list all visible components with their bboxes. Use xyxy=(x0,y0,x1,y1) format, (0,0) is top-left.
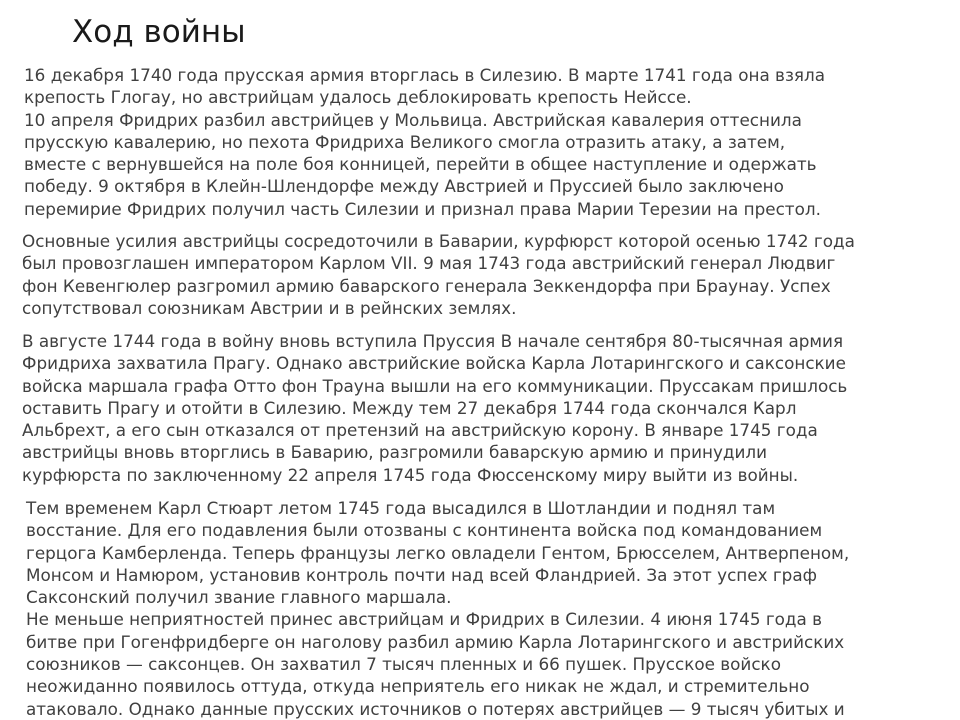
text-line: союзников — саксонцев. Он захватил 7 тысяч пленных и 66 пушек. Прусское войско xyxy=(26,654,781,675)
text-block-2 xyxy=(22,230,855,319)
text-line: фон Кевенгюлер разгромил армию баварского генерала Зеккендорфа при Браунау. Успех xyxy=(22,275,831,296)
text-line: победу. 9 октября в Клейн-Шлендорфе между Австрией и Пруссией было заключено xyxy=(24,176,784,197)
text-line: войска маршала графа Отто фон Трауна вышли на его коммуникации. Пруссакам пришлось xyxy=(22,375,848,396)
text-line: Альбрехт, а его сын отказался от претензий на австрийскую корону. В январе 1745 года xyxy=(22,420,818,441)
text-block-1 xyxy=(24,64,825,220)
text-line: 10 апреля Фридрих разбил австрийцев у Мольвица. Австрийская кавалерия оттеснила xyxy=(24,109,802,130)
text-line: Основные усилия австрийцы сосредоточили в Баварии, курфюрст которой осенью 1742 года xyxy=(22,231,855,251)
text-line: австрийцы вновь вторглись в Баварию, разгромили баварскую армию и принудили xyxy=(22,442,768,463)
slide-title: Ход войны xyxy=(72,14,246,50)
text-line: сопутствовал союзникам Австрии и в рейнских землях. xyxy=(22,297,517,318)
text-line: 16 декабря 1740 года прусская армия вторглась в Силезию. В марте 1741 года она взяла xyxy=(24,65,825,85)
text-line: атаковало. Однако данные прусских источников о потерях австрийцев — 9 тысяч убитых и xyxy=(26,698,845,719)
text-line: был провозглашен императором Карлом VII. 9 мая 1743 года австрийский генерал Людвиг xyxy=(22,253,836,274)
text-line: битве при Гогенфридберге он наголову разбил армию Карла Лотарингского и австрийских xyxy=(26,631,845,652)
text-line: В августе 1744 года в войну вновь вступила Пруссия В начале сентября 80-тысячная армия xyxy=(22,331,844,351)
text-line: курфюрста по заключенному 22 апреля 1745 года Фюссенскому миру выйти из войны. xyxy=(22,464,799,485)
text-line: Монсом и Намюром, установив контроль почти над всей Фландрией. За этот успех граф xyxy=(26,564,817,585)
text-line: крепость Глогау, но австрийцам удалось деблокировать крепость Нейссе. xyxy=(24,87,692,108)
text-line: вместе с вернувшейся на поле боя конницей, перейти в общее наступление и одержать xyxy=(24,154,817,175)
text-line: восстание. Для его подавления были отозваны с континента войска под командованием xyxy=(26,520,823,541)
text-line: неожиданно появилось оттуда, откуда неприятель его никак не ждал, и стремительно xyxy=(26,676,810,697)
text-line: Фридриха захватила Прагу. Однако австрийские войска Карла Лотарингского и саксонские xyxy=(22,353,846,374)
text-line: герцога Камберленда. Теперь французы легко овладели Гентом, Брюсселем, Антверпеном, xyxy=(26,542,850,563)
text-line: Саксонский получил звание главного маршала. xyxy=(26,587,452,608)
text-line: оставить Прагу и отойти в Силезию. Между тем 27 декабря 1744 года скончался Карл xyxy=(22,397,797,418)
text-block-4 xyxy=(26,497,849,720)
text-block-3 xyxy=(22,330,847,486)
text-line: Не меньше неприятностей принес австрийцам и Фридрих в Силезии. 4 июня 1745 года в xyxy=(26,609,823,630)
text-line: прусскую кавалерию, но пехота Фридриха Великого смогла отразить атаку, а затем, xyxy=(24,131,786,152)
text-line: Тем временем Карл Стюарт летом 1745 года высадился в Шотландии и поднял там xyxy=(26,498,776,518)
text-line: перемирие Фридрих получил часть Силезии и признал права Марии Терезии на престол. xyxy=(24,198,821,219)
